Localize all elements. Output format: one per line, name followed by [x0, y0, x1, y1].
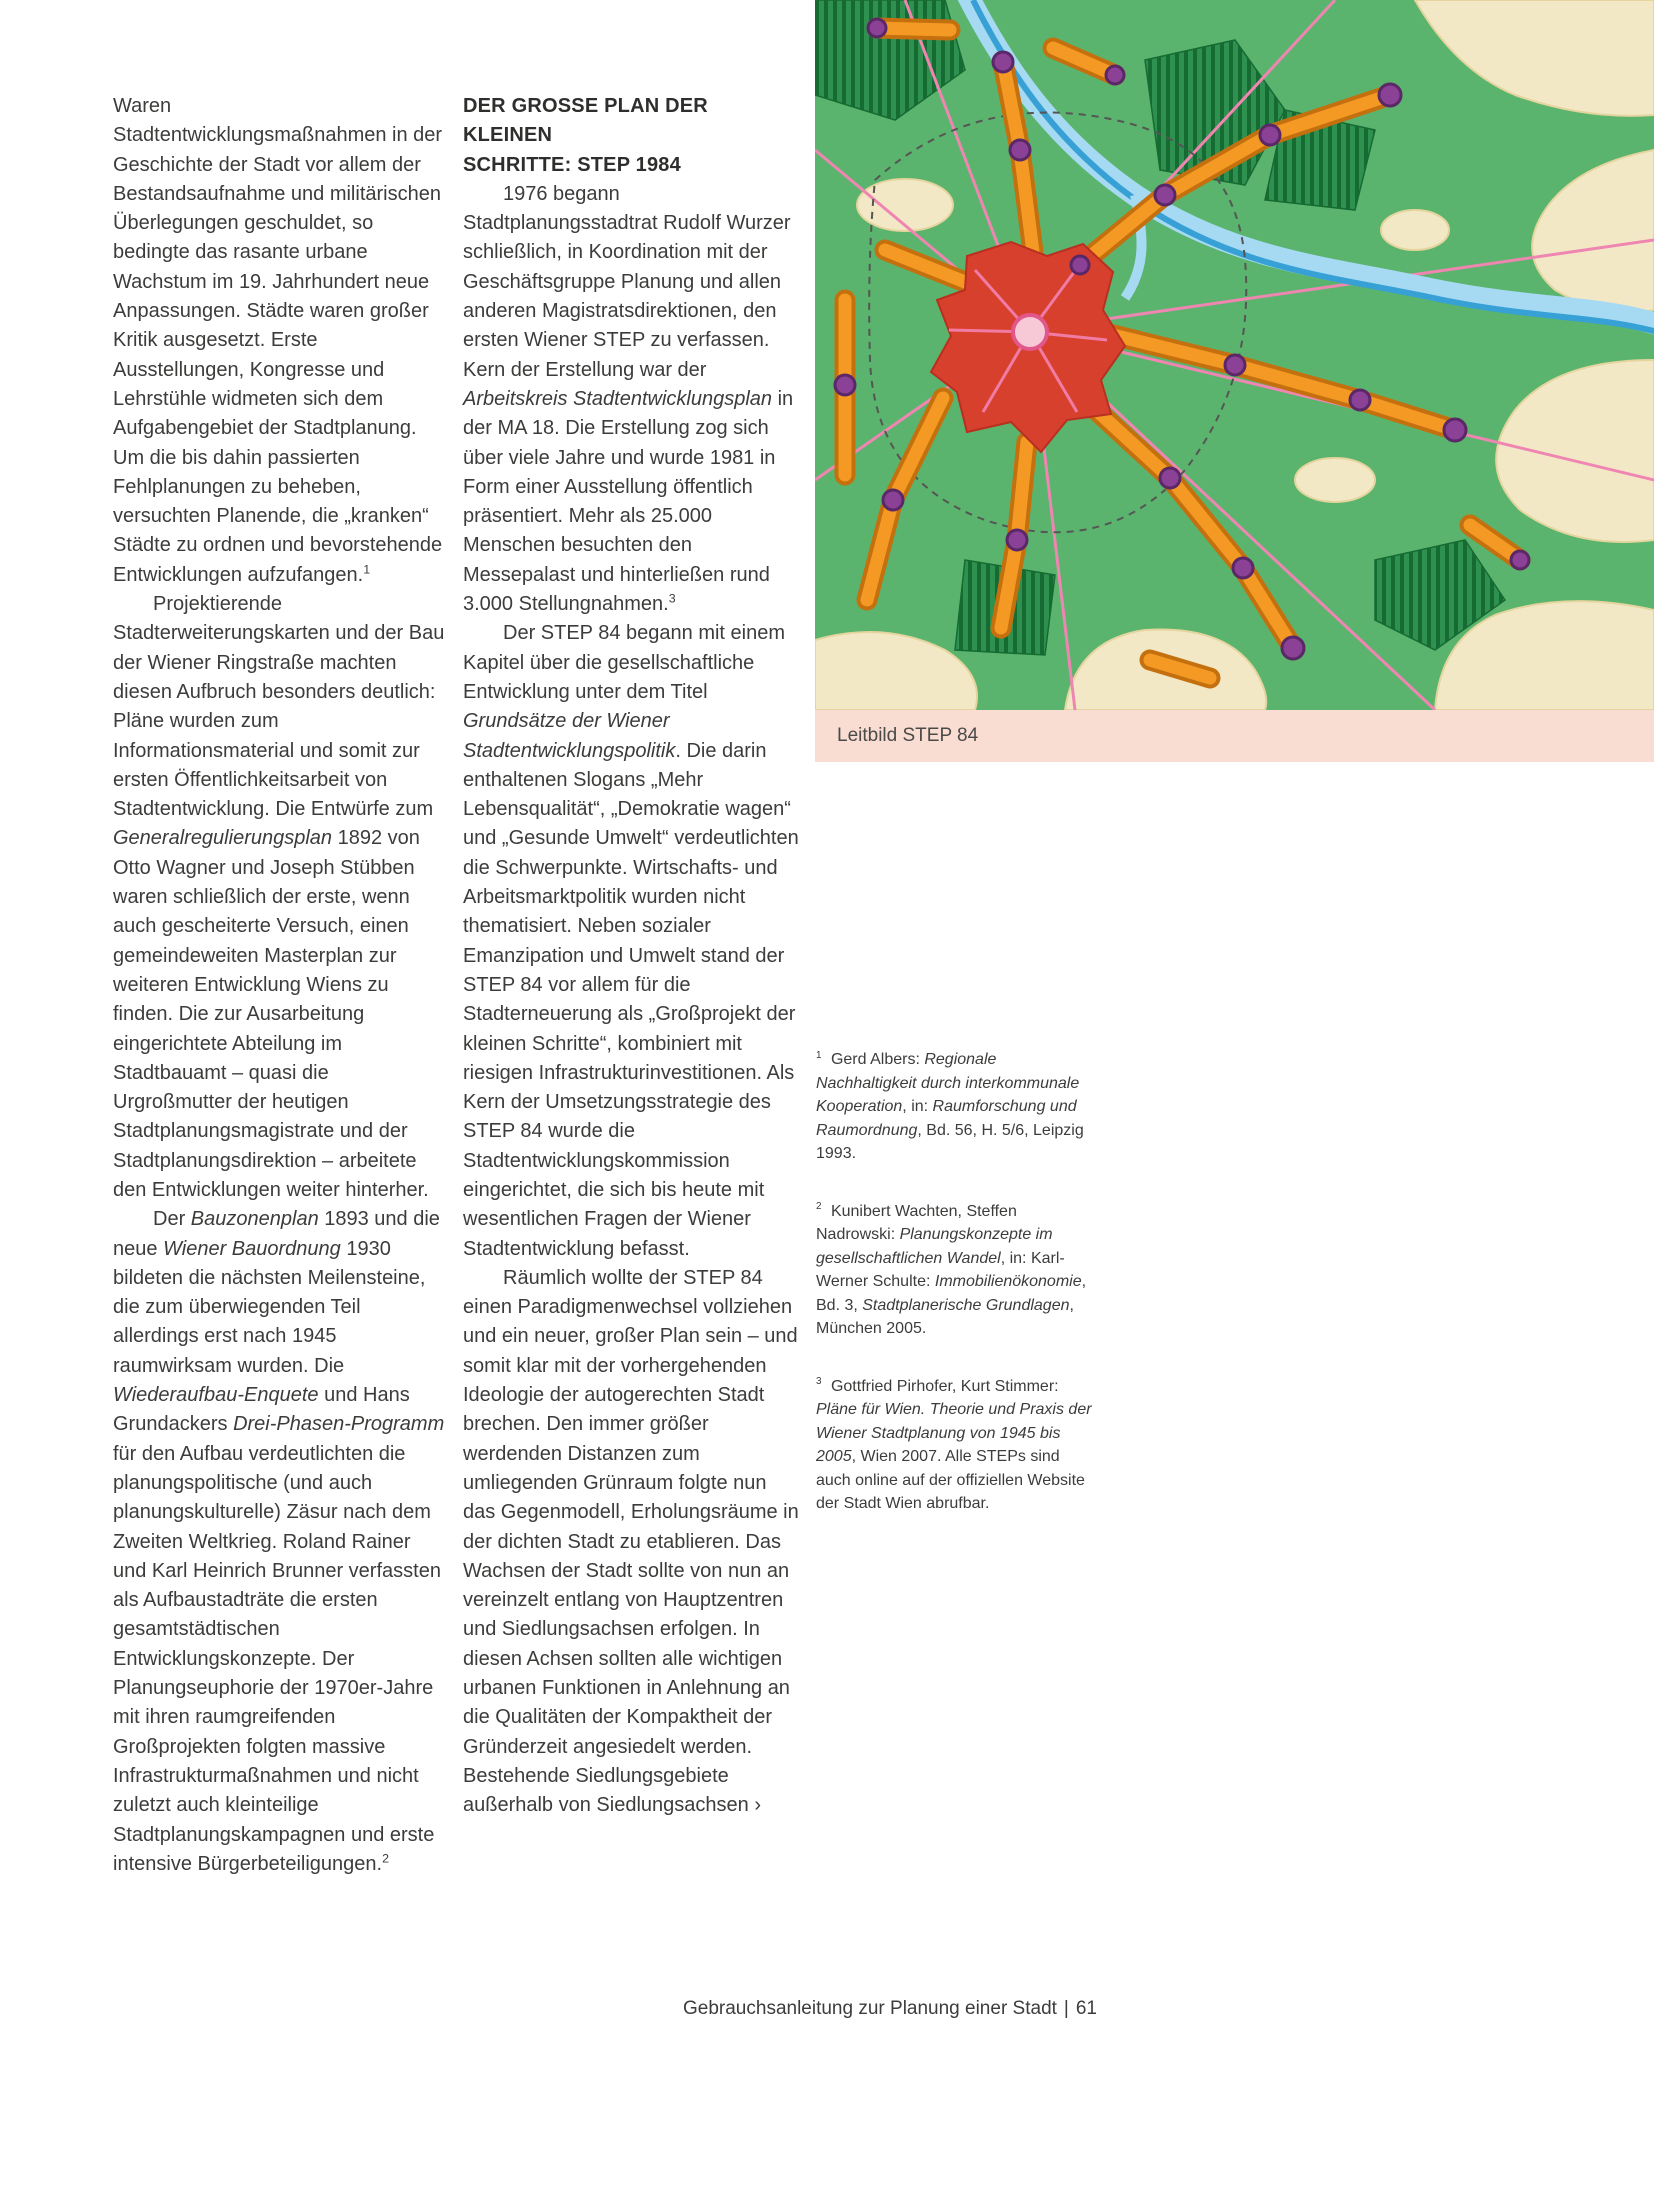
section-heading	[463, 92, 799, 180]
left-column	[113, 92, 449, 1879]
figure-caption: Leitbild STEP 84	[837, 725, 979, 746]
step84-plan-map-image	[815, 0, 1654, 710]
footnotes	[816, 1048, 1098, 1550]
figure-leitbild-step84	[815, 0, 1654, 710]
page-footer	[600, 1998, 1097, 2020]
footer-running-title: Gebrauchsanleitung zur Planung einer Stadt	[683, 1998, 1057, 2019]
section-heading-line-1: DER GROSSE PLAN DER KLEINEN	[463, 95, 708, 147]
footer-separator: |	[1063, 1998, 1069, 2019]
body-paragraph: 1976 begann Stadtplanungsstadtrat Rudolf Wurzer schließlich, in Koordination mit der Geschäftsgruppe Planung und allen anderen Magistratsdirektionen, den ersten Wiener STEP zu verfassen. Kern der Erstellung war der Arbeitskreis Stadtentwicklungsplan in der MA 18. Die Erstellung zog sich über viele Jahre und wurde 1981 in Form einer Ausstellung öffentlich präsentiert. Mehr als 25.000 Menschen besuchten den Messepalast und hinterließen rund 3.000 Stellungnahmen.$^3$	[463, 182, 794, 616]
figure-caption-band	[815, 710, 1654, 762]
middle-column	[463, 92, 799, 1821]
section-heading-line-2: SCHRITTE: STEP 1984	[463, 153, 681, 176]
footnote-1: $^1$ Gerd Albers: Regionale Nachhaltigkeit durch interkommunale Kooperation, in: Raumforschung und Raumordnung, Bd. 56, H. 5/6, Leipzig 1993.	[816, 1049, 1084, 1162]
footnote-2: $^2$ Kunibert Wachten, Steffen Nadrowski: Planungskonzepte im gesellschaftlichen Wandel, in: Karl-Werner Schulte: Immobilienökonomie, Bd. 3, Stadtplanerische Grundlagen, München 2005.	[816, 1201, 1087, 1337]
body-paragraph: Projektierende Stadterweiterungskarten und der Bau der Wiener Ringstraße machten diesen Aufbruch besonders deutlich: Pläne wurden zum Informationsmaterial und somit zur ersten Öffentlichkeitsarbeit von Stadtentwicklung. Die Entwürfe zum Generalregulierungsplan 1892 von Otto Wagner und Joseph Stübben waren schließlich der erste, wenn auch gescheiterte Versuch, einen gemeindeweiten Masterplan zur weiteren Entwicklung Wiens zu finden. Die zur Ausarbeitung eingerichtete Abteilung im Stadtbauamt – quasi die Urgroßmutter der heutigen Stadtplanungsmagistrate und der Stadtplanungsdirektion – arbeitete den Entwicklungen weiter hinterher.	[113, 593, 445, 1201]
body-paragraph: Räumlich wollte der STEP 84 einen Paradigmenwechsel vollziehen und ein neuer, großer Plan sein – und somit klar mit der vorhergehenden Ideologie der autogerechten Stadt brechen. Den immer größer werdenden Distanzen zum umliegenden Grünraum folgte nun das Gegenmodell, Erholungsräume in der dichten Stadt zu etablieren. Das Wachsen der Stadt sollte von nun an vereinzelt entlang von Hauptzentren und Siedlungsachsen erfolgen. In diesen Achsen sollten alle wichtigen urbanen Funktionen in Anlehnung an die Qualitäten der Kompaktheit der Gründerzeit angesiedelt werden. Bestehende Siedlungsgebiete außerhalb von Siedlungsachsen ›	[463, 1266, 799, 1817]
body-paragraph: Waren Stadtentwicklungsmaßnahmen in der Geschichte der Stadt vor allem der Bestandsaufnahme und militärischen Überlegungen geschuldet, so bedingte das rasante urbane Wachstum im 19. Jahrhundert neue Anpassungen. Städte waren großer Kritik ausgesetzt. Erste Ausstellungen, Kongresse und Lehrstühle widmeten sich dem Aufgabengebiet der Stadtplanung. Um die bis dahin passierten Fehlplanungen zu beheben, versuchten Planende, die „kranken“ Städte zu ordnen und bevorstehende Entwicklungen aufzufangen.$^1$	[113, 95, 443, 586]
footnote-3: $^3$ Gottfried Pirhofer, Kurt Stimmer: Pläne für Wien. Theorie und Praxis der Wiener Stadtplanung von 1945 bis 2005, Wien 2007. Alle STEPs sind auch online auf der offiziellen Website der Stadt Wien abrufbar.	[816, 1376, 1092, 1512]
body-paragraph: Der STEP 84 begann mit einem Kapitel über die gesellschaftliche Entwicklung unter dem Titel Grundsätze der Wiener Stadtentwicklungspolitik. Die darin enthaltenen Slogans „Mehr Lebensqualität“, „Demokratie wagen“ und „Gesunde Umwelt“ verdeutlichten die Schwerpunkte. Wirtschafts- und Arbeitsmarktpolitik wurden nicht thematisiert. Neben sozialer Emanzipation und Umwelt stand der STEP 84 vor allem für die Stadterneuerung als „Großprojekt der kleinen Schritte“, kombiniert mit riesigen Infrastrukturinvestitionen. Als Kern der Umsetzungsstrategie des STEP 84 wurde die Stadtentwicklungskommission eingerichtet, die sich bis heute mit wesentlichen Fragen der Wiener Stadtentwicklung befasst.	[463, 622, 799, 1260]
body-paragraph: Der Bauzonenplan 1893 und die neue Wiener Bauordnung 1930 bildeten die nächsten Meilensteine, die zum überwiegenden Teil allerdings erst nach 1945 raumwirksam wurden. Die Wiederaufbau-Enquete und Hans Grundackers Drei-Phasen-Programm für den Aufbau verdeutlichten die planungspolitische (und auch planungskulturelle) Zäsur nach dem Zweiten Weltkrieg. Roland Rainer und Karl Heinrich Brunner verfassten als Aufbaustadträte die ersten gesamtstädtischen Entwicklungskonzepte. Der Planungseuphorie der 1970er-Jahre mit ihren raumgreifenden Großprojekten folgten massive Infrastrukturmaßnahmen und nicht zuletzt auch kleinteilige Stadtplanungskampagnen und erste intensive Bürgerbeteiligungen.$^2$	[113, 1208, 445, 1875]
page-number: 61	[1075, 1998, 1097, 2019]
